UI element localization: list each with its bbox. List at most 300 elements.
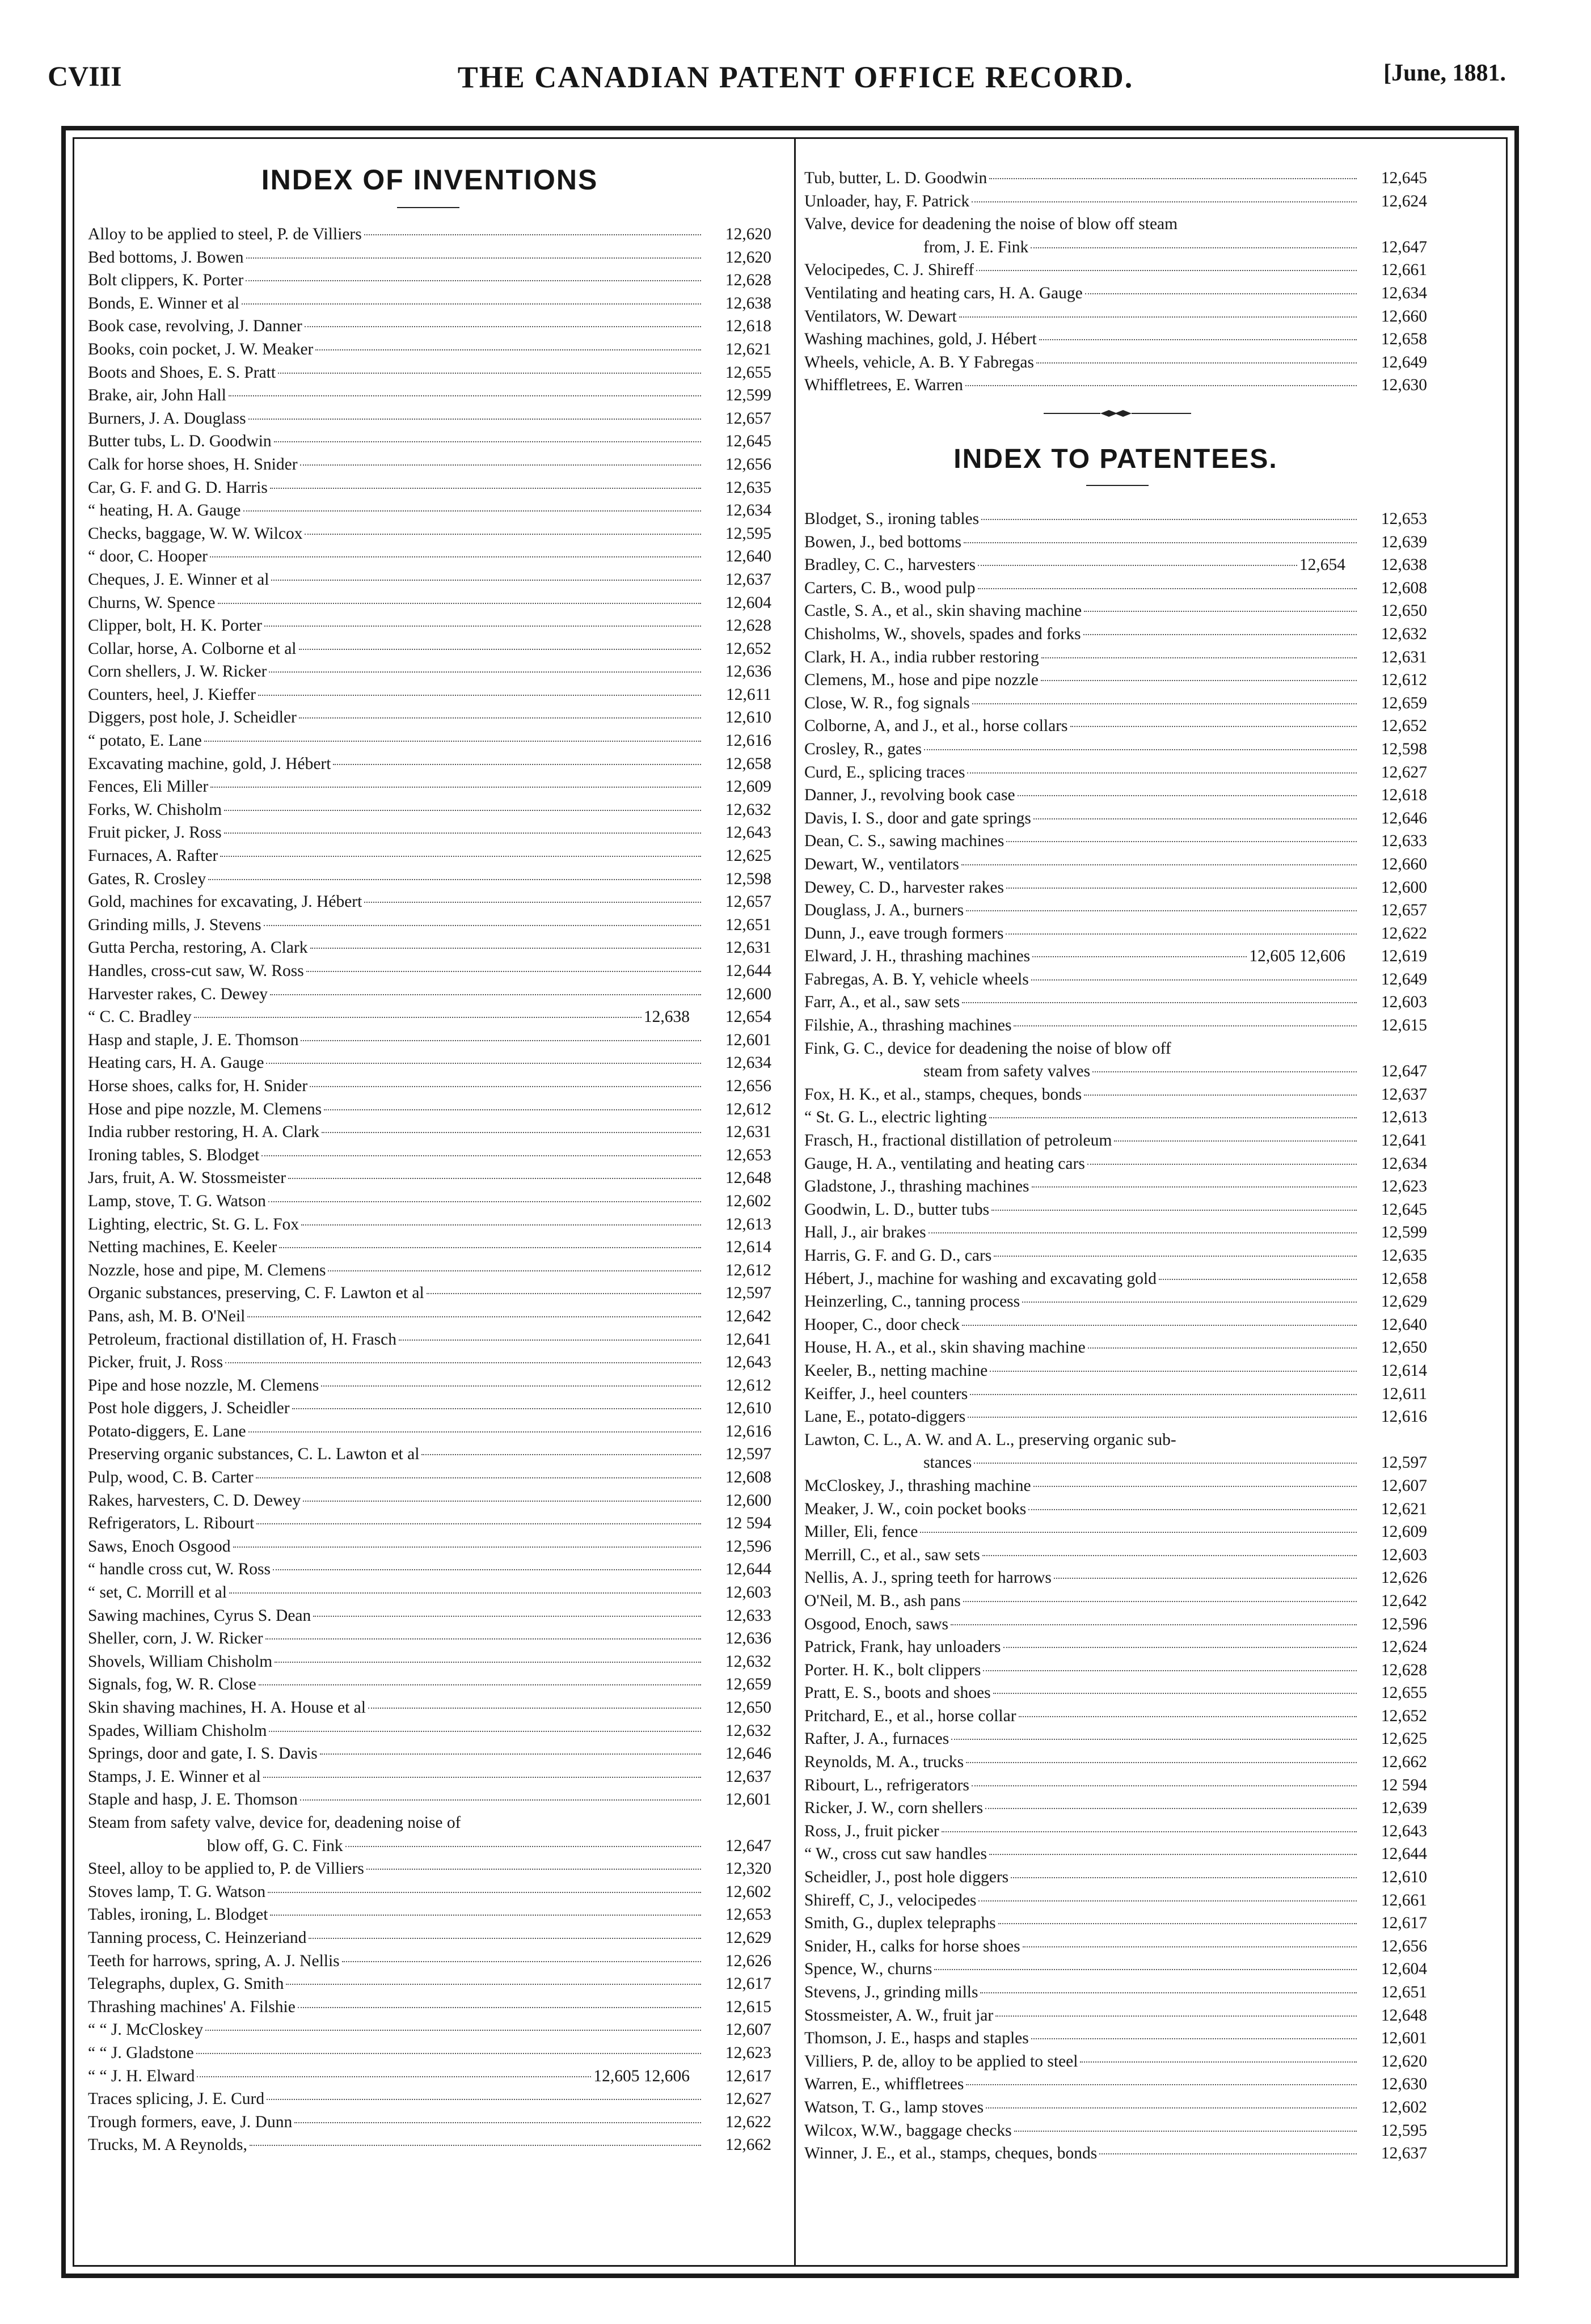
index-entry — [804, 876, 1427, 899]
index-entry — [88, 1397, 771, 1420]
index-entry — [804, 945, 1427, 968]
entry-text: Dewey, C. D., harvester rakes — [804, 878, 1004, 897]
entry-text: Steel, alloy to be applied to, P. de Villiers — [88, 1860, 364, 1878]
patent-number: 12,647 — [1381, 1062, 1427, 1081]
entry-text: Clark, H. A., india rubber restoring — [804, 648, 1039, 666]
patent-number: 12,652 — [725, 639, 771, 658]
index-entry — [804, 899, 1427, 922]
index-entry — [804, 991, 1427, 1014]
patent-number: 12,648 — [1381, 2006, 1427, 2025]
entry-text: Douglass, J. A., burners — [804, 901, 964, 920]
dot-leader — [1018, 795, 1357, 796]
patent-number: 12,618 — [1381, 786, 1427, 805]
patent-number: 12,644 — [725, 962, 771, 980]
entry-text: Valve, device for deadening the noise of blow off steam — [804, 215, 1178, 234]
patent-number: 12,659 — [1381, 694, 1427, 712]
dot-leader — [305, 534, 701, 535]
entry-text: Danner, J., revolving book case — [804, 786, 1015, 805]
patent-number: 12,642 — [725, 1307, 771, 1325]
entry-text: “ “ J. McCloskey — [88, 2021, 204, 2039]
patent-number: 12,632 — [725, 1652, 771, 1671]
dot-leader — [965, 385, 1357, 386]
patent-number: 12,612 — [725, 1376, 771, 1395]
patent-number: 12,620 — [725, 225, 771, 243]
index-entry — [88, 729, 771, 753]
index-entry — [88, 2133, 771, 2157]
dot-leader — [225, 1362, 701, 1363]
entry-text: Rakes, harvesters, C. D. Dewey — [88, 1491, 301, 1510]
index-entry — [88, 269, 771, 292]
dot-leader — [259, 1684, 701, 1685]
dot-leader — [421, 1454, 701, 1455]
dot-leader — [268, 1201, 701, 1202]
dot-leader — [247, 1316, 701, 1317]
dot-leader — [218, 603, 701, 604]
entry-text: Churns, W. Spence — [88, 593, 216, 612]
inventions-index-continued-list — [804, 167, 1427, 397]
entry-text: Skin shaving machines, H. A. House et al — [88, 1698, 366, 1717]
index-entry — [804, 1544, 1427, 1567]
dot-leader — [279, 1247, 701, 1248]
patent-number: 12,599 — [1381, 1223, 1427, 1242]
patent-number: 12,624 — [1381, 192, 1427, 210]
entry-text: Petroleum, fractional distillation of, H. Frasch — [88, 1330, 396, 1349]
entry-text: Colborne, A, and J., et al., horse collars — [804, 717, 1068, 736]
entry-text: Tanning process, C. Heinzeriand — [88, 1928, 307, 1947]
patent-number: 12,655 — [725, 363, 771, 382]
entry-text: Alloy to be applied to steel, P. de Villiers — [88, 225, 362, 243]
entry-text: Fruit picker, J. Ross — [88, 823, 222, 842]
dot-leader — [286, 1984, 701, 1985]
entry-text: Gladstone, J., thrashing machines — [804, 1177, 1029, 1196]
entry-text: Gutta Percha, restoring, A. Clark — [88, 939, 308, 957]
entry-text: Goodwin, L. D., butter tubs — [804, 1200, 990, 1219]
patent-number: 12,661 — [1381, 261, 1427, 280]
dot-leader — [995, 2015, 1357, 2017]
entry-text: Organic substances, preserving, C. F. Lawton et al — [88, 1284, 424, 1303]
index-entry — [88, 1604, 771, 1628]
dot-leader — [972, 201, 1357, 202]
dot-leader — [267, 2099, 701, 2100]
dot-leader — [1159, 1279, 1357, 1280]
dot-leader — [1022, 1302, 1357, 1303]
index-entry — [804, 1981, 1427, 2004]
entry-text: Traces splicing, J. E. Curd — [88, 2090, 265, 2108]
entry-text: Spence, W., churns — [804, 1960, 932, 1979]
entry-text: Curd, E., splicing traces — [804, 763, 965, 781]
entry-text: “ heating, H. A. Gauge — [88, 501, 241, 520]
patent-number: 12,654 — [725, 1008, 771, 1026]
index-entry — [804, 1383, 1427, 1406]
index-entry — [804, 577, 1427, 600]
entry-text: Hasp and staple, J. E. Thomson — [88, 1030, 299, 1049]
dot-leader — [264, 925, 701, 926]
dot-leader — [981, 519, 1357, 520]
patent-number: 12,641 — [725, 1330, 771, 1349]
entry-text: “ door, C. Hooper — [88, 547, 208, 566]
index-entry — [88, 1696, 771, 1719]
entry-text: “ St. G. L., electric lighting — [804, 1108, 987, 1127]
dot-leader — [320, 1753, 701, 1755]
entry-text: blow off, G. C. Fink — [207, 1836, 343, 1855]
entry-extra-number: 12,605 12,606 — [1249, 947, 1345, 966]
dot-leader — [364, 902, 701, 903]
page-header — [0, 60, 1591, 116]
index-entry — [88, 1029, 771, 1052]
patent-number: 12,634 — [725, 501, 771, 520]
dot-leader — [322, 1132, 701, 1133]
patent-number: 12,632 — [725, 800, 771, 819]
dot-leader — [299, 649, 702, 650]
dot-leader — [962, 1325, 1357, 1326]
dot-leader — [1088, 1347, 1357, 1349]
entry-text: Hall, J., air brakes — [804, 1223, 926, 1242]
patent-number: 12,640 — [725, 547, 771, 566]
index-entry — [804, 508, 1427, 531]
dot-leader — [224, 833, 701, 834]
index-entry — [88, 1305, 771, 1328]
entry-extra-number: 12,654 — [1299, 556, 1345, 574]
patent-number: 12,658 — [1381, 1269, 1427, 1288]
index-entry — [804, 669, 1427, 692]
dot-leader — [998, 1923, 1357, 1924]
dot-leader — [270, 994, 701, 995]
index-entry — [88, 1121, 771, 1144]
entry-text: Farr, A., et al., saw sets — [804, 993, 960, 1012]
entry-text: Stevens, J., grinding mills — [804, 1983, 978, 2001]
patent-number: 12,643 — [725, 823, 771, 842]
index-entry — [88, 384, 771, 407]
patent-number: 12,653 — [1381, 510, 1427, 528]
index-entry — [804, 1198, 1427, 1222]
dot-leader — [288, 1178, 701, 1179]
title-rule — [1086, 485, 1149, 486]
index-entry — [804, 1474, 1427, 1498]
index-entry — [88, 1236, 771, 1259]
patent-number: 12,611 — [1381, 1384, 1427, 1403]
patent-number: 12,601 — [725, 1790, 771, 1809]
entry-text: Cheques, J. E. Winner et al — [88, 570, 269, 589]
patent-number: 12,650 — [725, 1698, 771, 1717]
patent-number: 12,657 — [725, 893, 771, 911]
index-entry — [88, 591, 771, 615]
dot-leader — [300, 1799, 701, 1801]
index-entry — [88, 1374, 771, 1397]
dot-leader — [269, 671, 701, 673]
index-entry — [804, 328, 1427, 351]
patent-number: 12,608 — [725, 1468, 771, 1487]
entry-text: Elward, J. H., thrashing machines — [804, 947, 1031, 966]
dot-leader — [366, 1869, 701, 1870]
dot-leader — [271, 580, 701, 581]
patent-number: 12,596 — [725, 1537, 771, 1556]
page-number: CVIII — [48, 60, 122, 92]
index-entry — [88, 1765, 771, 1789]
dot-leader — [205, 2030, 701, 2031]
entry-text: Post hole diggers, J. Scheidler — [88, 1399, 290, 1418]
entry-text: Fences, Eli Miller — [88, 778, 209, 796]
dot-leader — [321, 1385, 701, 1387]
dot-leader — [970, 1394, 1357, 1395]
index-entry — [88, 2065, 771, 2088]
dot-leader — [242, 303, 701, 305]
dot-leader — [313, 1616, 701, 1617]
dot-leader — [196, 2053, 701, 2054]
patent-number: 12,647 — [1381, 238, 1427, 256]
patent-number: 12,633 — [725, 1606, 771, 1625]
patent-number: 12,611 — [725, 685, 771, 704]
patent-number: 12,651 — [725, 915, 771, 934]
entry-text: Furnaces, A. Rafter — [88, 847, 218, 865]
patent-number: 12,617 — [725, 2067, 771, 2085]
entry-text: Harris, G. F. and G. D., cars — [804, 1246, 992, 1265]
index-entry — [88, 1167, 771, 1190]
index-entry — [88, 1420, 771, 1443]
patent-number: 12,320 — [725, 1860, 771, 1878]
entry-text: Horse shoes, calks for, H. Snider — [88, 1076, 308, 1095]
dot-leader — [269, 1731, 701, 1732]
dot-leader — [263, 1777, 701, 1778]
dot-leader — [258, 695, 701, 696]
patent-number: 12,600 — [725, 1491, 771, 1510]
index-entry — [804, 1451, 1427, 1474]
dot-leader — [994, 1256, 1357, 1257]
patent-number: 12,610 — [1381, 1868, 1427, 1887]
index-entry — [804, 807, 1427, 830]
index-entry — [804, 1290, 1427, 1313]
index-entry — [804, 305, 1427, 328]
index-entry — [88, 1788, 771, 1811]
index-entry — [88, 1996, 771, 2019]
index-entry — [804, 1313, 1427, 1337]
dot-leader — [294, 2122, 701, 2123]
entry-text: Clemens, M., hose and pipe nozzle — [804, 671, 1039, 690]
index-entry — [804, 1267, 1427, 1291]
dot-leader — [345, 1846, 701, 1847]
patent-number: 12,634 — [1381, 1154, 1427, 1173]
entry-text: Smith, G., duplex telepraphs — [804, 1914, 996, 1933]
title-rule — [397, 207, 459, 208]
patent-number: 12,616 — [725, 1422, 771, 1440]
entry-text: from, J. E. Fink — [923, 238, 1029, 256]
entry-text: steam from safety valves — [923, 1062, 1091, 1081]
entry-text: Washing machines, gold, J. Hébert — [804, 330, 1037, 349]
patent-number: 12,616 — [1381, 1408, 1427, 1426]
index-entry — [88, 1811, 771, 1835]
patent-number: 12,648 — [725, 1169, 771, 1188]
patent-number: 12,650 — [1381, 1338, 1427, 1357]
patent-number: 12,607 — [725, 2021, 771, 2039]
index-entry — [88, 2111, 771, 2134]
index-entry — [804, 259, 1427, 282]
patent-number: 12,649 — [1381, 353, 1427, 371]
dot-leader — [229, 1592, 701, 1594]
entry-text: Ribourt, L., refrigerators — [804, 1776, 969, 1794]
dot-leader — [1080, 2061, 1357, 2063]
patent-number: 12,660 — [1381, 855, 1427, 873]
index-entry — [88, 1835, 771, 1858]
patent-number: 12,625 — [725, 847, 771, 865]
patent-number: 12,652 — [1381, 1706, 1427, 1725]
entry-text: Bonds, E. Winner et al — [88, 294, 239, 312]
patent-number: 12,646 — [725, 1744, 771, 1763]
dot-leader — [301, 1040, 701, 1041]
patent-number: 12,638 — [725, 294, 771, 312]
index-entry — [804, 2004, 1427, 2027]
patent-number: 12,601 — [725, 1030, 771, 1049]
entry-text: Brake, air, John Hall — [88, 386, 226, 405]
index-entry — [88, 1881, 771, 1904]
patent-number: 12,622 — [1381, 924, 1427, 943]
dot-leader — [310, 1086, 701, 1087]
entry-text: O'Neil, M. B., ash pans — [804, 1591, 961, 1610]
dot-leader — [246, 280, 701, 281]
entry-text: Gold, machines for excavating, J. Hébert — [88, 893, 362, 911]
dot-leader — [248, 1431, 701, 1433]
index-entry — [804, 1958, 1427, 1981]
patent-number: 12,602 — [1381, 2098, 1427, 2116]
index-entry — [804, 1659, 1427, 1682]
index-entry — [804, 2142, 1427, 2165]
patent-number: 12,632 — [725, 1721, 771, 1740]
index-entry — [88, 1903, 771, 1926]
index-entry — [88, 1972, 771, 1996]
entry-text: Diggers, post hole, J. Scheidler — [88, 708, 297, 727]
entry-text: Trough formers, eave, J. Dunn — [88, 2112, 293, 2131]
entry-text: Frasch, H., fractional distillation of petroleum — [804, 1131, 1112, 1150]
dot-leader — [1019, 1716, 1357, 1717]
patent-number: 12,641 — [1381, 1131, 1427, 1150]
dot-leader — [333, 764, 701, 765]
dot-leader — [920, 1532, 1357, 1533]
dot-leader — [964, 542, 1357, 543]
index-entry — [804, 1175, 1427, 1198]
patent-number: 12,642 — [1381, 1591, 1427, 1610]
index-entry — [88, 936, 771, 960]
dot-leader — [248, 419, 701, 420]
patent-number: 12,603 — [1381, 1545, 1427, 1564]
index-entry — [804, 351, 1427, 374]
index-entry — [88, 499, 771, 522]
entry-text: Fabregas, A. B. Y, vehicle wheels — [804, 970, 1029, 988]
index-entry — [804, 2073, 1427, 2096]
dot-leader — [980, 1992, 1357, 1993]
dot-leader — [399, 1340, 701, 1341]
index-entry — [804, 1566, 1427, 1590]
dot-leader — [942, 1831, 1357, 1832]
entry-text: Tub, butter, L. D. Goodwin — [804, 169, 987, 187]
index-entry — [88, 637, 771, 661]
index-entry — [88, 868, 771, 891]
patent-number: 12,645 — [1381, 169, 1427, 187]
dot-leader — [210, 787, 701, 788]
entry-text: Fox, H. K., et al., stamps, cheques, bonds — [804, 1085, 1082, 1104]
dot-leader — [427, 1293, 701, 1294]
index-entry — [88, 1673, 771, 1696]
patent-number: 12,621 — [725, 340, 771, 358]
patent-number: 12,657 — [1381, 901, 1427, 920]
dot-leader — [968, 1417, 1357, 1418]
index-entry — [88, 1650, 771, 1674]
index-entry — [88, 407, 771, 430]
patent-number: 12,620 — [725, 248, 771, 267]
patent-number: 12,643 — [1381, 1822, 1427, 1840]
index-entry — [88, 983, 771, 1006]
patent-number: 12,653 — [725, 1146, 771, 1164]
entry-text: Car, G. F. and G. D. Harris — [88, 478, 268, 497]
dot-leader — [1039, 339, 1357, 340]
index-entry — [88, 821, 771, 844]
index-entry — [804, 1613, 1427, 1636]
dot-leader — [310, 948, 701, 949]
index-entry — [88, 1051, 771, 1075]
dot-leader — [1014, 1025, 1357, 1026]
index-entry — [88, 361, 771, 384]
patent-number: 12,612 — [725, 1100, 771, 1118]
patent-number: 12,636 — [725, 662, 771, 681]
index-entry — [88, 1719, 771, 1743]
dot-leader — [1023, 1946, 1357, 1947]
index-entry — [804, 190, 1427, 213]
dot-leader — [1032, 956, 1247, 957]
index-entry — [804, 1083, 1427, 1106]
entry-text: Collar, horse, A. Colborne et al — [88, 639, 297, 658]
dot-leader — [982, 1555, 1357, 1556]
index-entry — [88, 914, 771, 937]
patent-number: 12,601 — [1381, 2029, 1427, 2048]
dot-leader — [306, 971, 701, 972]
patent-number: 12,602 — [725, 1191, 771, 1210]
patent-number: 12,627 — [725, 2090, 771, 2108]
entry-text: stances — [923, 1453, 972, 1472]
patent-number: 12,639 — [1381, 1799, 1427, 1818]
inventions-index-title: INDEX OF INVENTIONS — [261, 164, 598, 196]
entry-text: “ W., cross cut saw handles — [804, 1845, 987, 1864]
dot-leader — [993, 1693, 1357, 1694]
patent-number: 12,634 — [1381, 284, 1427, 302]
dot-leader — [934, 1969, 1357, 1970]
index-entry — [88, 1466, 771, 1489]
index-entry — [88, 890, 771, 914]
entry-text: Ironing tables, S. Blodget — [88, 1146, 260, 1164]
patent-number: 12,644 — [1381, 1845, 1427, 1864]
index-entry — [804, 1037, 1427, 1060]
patent-number: 12,609 — [1381, 1523, 1427, 1541]
entry-text: Dunn, J., eave trough formers — [804, 924, 1004, 943]
patent-number: 12,618 — [725, 317, 771, 336]
entry-text: Keiffer, J., heel counters — [804, 1384, 968, 1403]
entry-text: Teeth for harrows, spring, A. J. Nellis — [88, 1951, 340, 1970]
entry-text: Telegraphs, duplex, G. Smith — [88, 1975, 284, 1993]
entry-text: Lighting, electric, St. G. L. Fox — [88, 1215, 299, 1233]
entry-text: Netting machines, E. Keeler — [88, 1238, 277, 1257]
dot-leader — [309, 1938, 701, 1939]
index-entry — [88, 1282, 771, 1305]
entry-text: Dean, C. S., sawing machines — [804, 832, 1005, 851]
entry-text: Chisholms, W., shovels, spades and forks — [804, 624, 1081, 643]
index-entry — [804, 1520, 1427, 1544]
entry-text: Bolt clippers, K. Porter — [88, 271, 244, 290]
entry-text: Shireff, C, J., velocipedes — [804, 1891, 977, 1909]
index-entry — [88, 2042, 771, 2065]
entry-text: Gates, R. Crosley — [88, 869, 206, 888]
dot-leader — [274, 441, 701, 442]
patent-number: 12,635 — [725, 478, 771, 497]
index-entry — [88, 1213, 771, 1236]
entry-text: Warren, E., whiffletrees — [804, 2075, 964, 2094]
dot-leader — [1041, 657, 1357, 658]
entry-text: “ potato, E. Lane — [88, 732, 202, 750]
